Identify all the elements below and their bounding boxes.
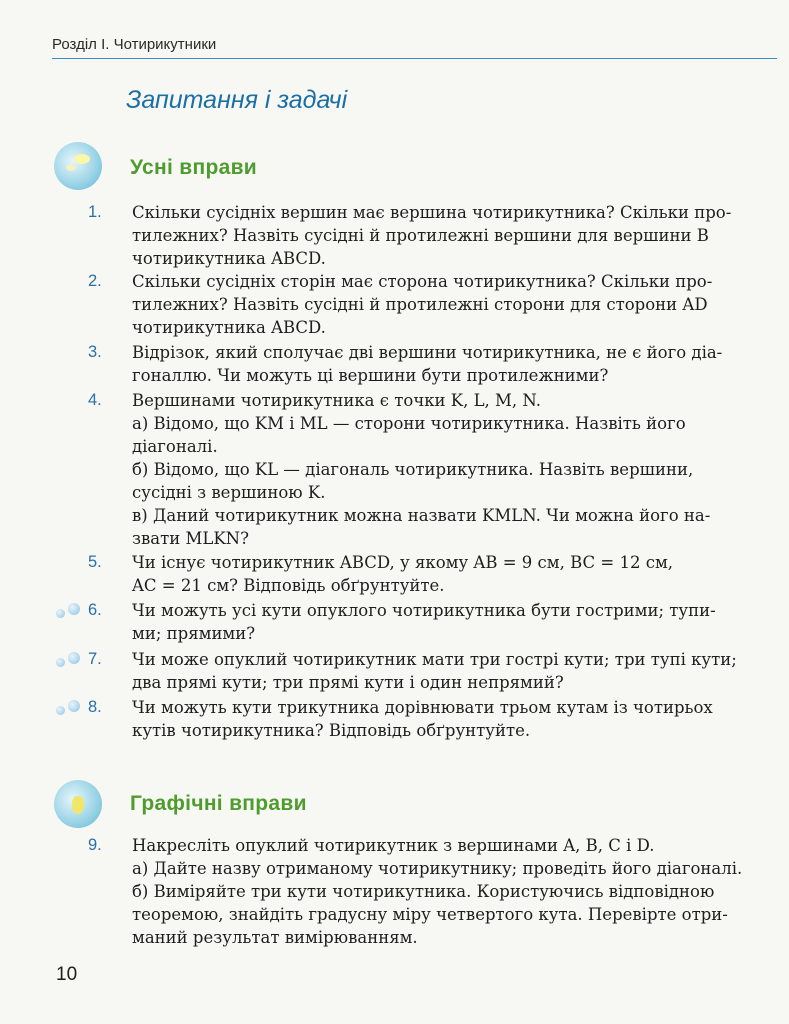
problem-2 (56, 270, 781, 339)
problem-line: ми; прямими? (132, 624, 256, 643)
problem-8 (56, 696, 781, 742)
problem-text (132, 648, 781, 694)
problem-line: Скільки сусідніх сторін має сторона чотирикутника? Скільки про- (132, 272, 713, 291)
problem-line: Чи існує чотирикутник ABCD, у якому AB = 9 см, BC = 12 см, (132, 553, 674, 572)
problem-line: чотирикутника ABCD. (132, 249, 326, 268)
problem-line: Скільки сусідніх вершин має вершина чотирикутника? Скільки про- (132, 203, 732, 222)
problem-6 (56, 599, 781, 645)
problem-line: а) Відомо, що KM і ML — сторони чотирикутника. Назвіть його (132, 414, 686, 433)
problem-number: 6. (88, 601, 102, 619)
problem-line: Чи можуть кути трикутника дорівнювати трьом кутам із чотирьох (132, 698, 713, 717)
problem-line: сусідні з вершиною K. (132, 483, 326, 502)
problem-line: Вершинами чотирикутника є точки K, L, M, N. (132, 391, 542, 410)
oral-heading: Усні вправи (130, 156, 257, 179)
problem-line: AC = 21 см? Відповідь обґрунтуйте. (132, 576, 445, 595)
problem-number: 3. (88, 343, 102, 361)
problem-text (132, 201, 781, 270)
problem-line: Чи можуть усі кути опуклого чотирикутника бути гострими; тупи- (132, 601, 716, 620)
problem-text (132, 834, 781, 949)
problem-number: 7. (88, 650, 102, 668)
section-title: Запитання і задачі (126, 86, 348, 114)
problem-4 (56, 389, 781, 550)
problem-line: б) Виміряйте три кути чотирикутника. Користуючись відповідною (132, 882, 715, 901)
difficulty-marker-icon (56, 654, 86, 668)
problem-line: в) Даний чотирикутник можна назвати KMLN. Чи можна його на- (132, 506, 711, 525)
problem-line: два прямі кути; три прямі кути і один непрямий? (132, 673, 564, 692)
problem-7 (56, 648, 781, 694)
difficulty-marker-icon (56, 702, 86, 716)
problem-number: 2. (88, 272, 102, 290)
speech-bubble-icon (54, 142, 102, 190)
problem-number: 5. (88, 553, 102, 571)
running-head: Розділ І. Чотирикутники (52, 36, 217, 53)
problem-text (132, 696, 781, 742)
problem-number: 1. (88, 203, 102, 221)
problem-text (132, 389, 781, 550)
problem-text (132, 341, 781, 387)
problem-1 (56, 201, 781, 270)
graphic-heading: Графічні вправи (130, 792, 307, 815)
problem-line: тилежних? Назвіть сусідні й протилежні вершини для вершини B (132, 226, 709, 245)
problem-line: кутів чотирикутника? Відповідь обґрунтуйте. (132, 721, 531, 740)
problem-line: діагоналі. (132, 437, 218, 456)
problem-number: 4. (88, 391, 102, 409)
problem-text (132, 599, 781, 645)
problem-9 (56, 834, 781, 949)
problem-line: теоремою, знайдіть градусну міру четвертого кута. Перевірте отри- (132, 905, 728, 924)
problem-number: 9. (88, 836, 102, 854)
problem-line: звати MLKN? (132, 529, 249, 548)
pencil-lamp-icon (54, 780, 102, 828)
problem-line: маний результат вимірюванням. (132, 928, 418, 947)
problem-5 (56, 551, 781, 597)
problem-line: б) Відомо, що KL — діагональ чотирикутника. Назвіть вершини, (132, 460, 694, 479)
problem-line: Чи може опуклий чотирикутник мати три гострі кути; три тупі кути; (132, 650, 737, 669)
problem-line: Накресліть опуклий чотирикутник з вершинами A, B, C і D. (132, 836, 655, 855)
problem-text (132, 270, 781, 339)
problem-3 (56, 341, 781, 387)
problem-line: тилежних? Назвіть сусідні й протилежні сторони для сторони AD (132, 295, 708, 314)
problem-line: а) Дайте назву отриманому чотирикутнику; проведіть його діагоналі. (132, 859, 743, 878)
problem-text (132, 551, 781, 597)
difficulty-marker-icon (56, 605, 86, 619)
problem-line: Відрізок, який сполучає дві вершини чотирикутника, не є його діа- (132, 343, 723, 362)
problem-number: 8. (88, 698, 102, 716)
problem-line: гоналлю. Чи можуть ці вершини бути протилежними? (132, 366, 609, 385)
header-rule (52, 58, 777, 59)
problem-line: чотирикутника ABCD. (132, 318, 326, 337)
page-number: 10 (56, 964, 78, 985)
